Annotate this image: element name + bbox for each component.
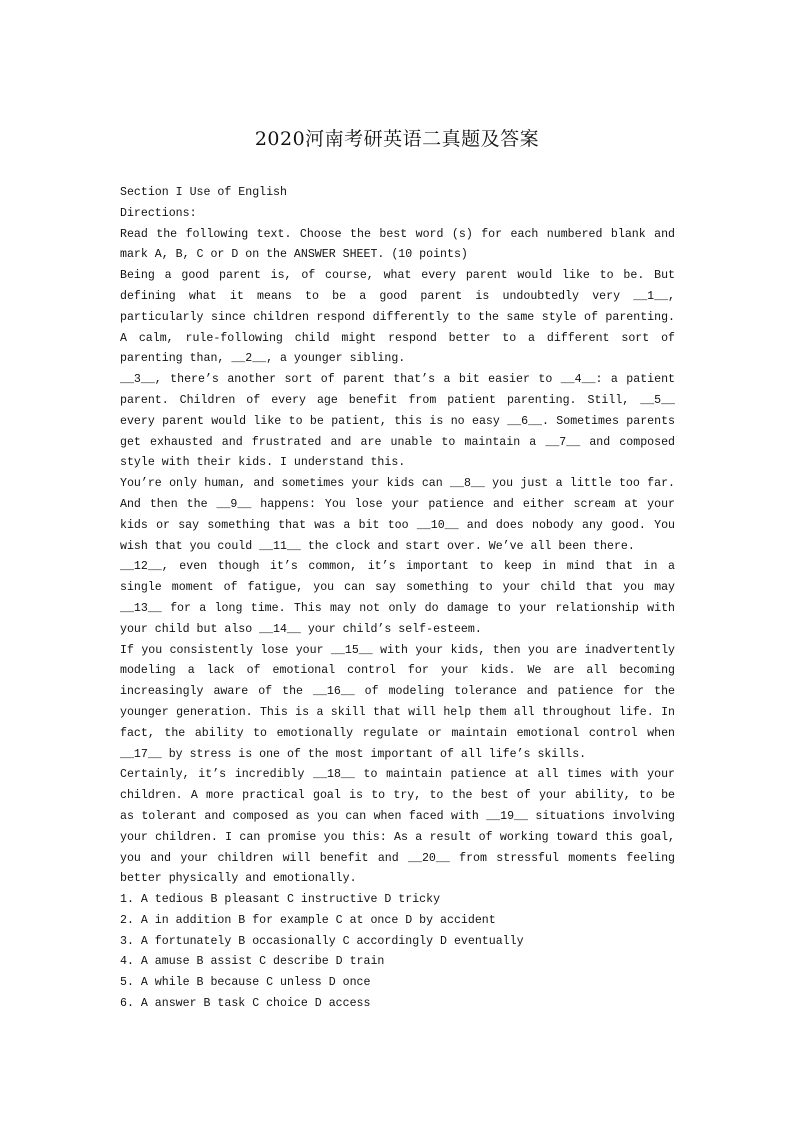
passage-paragraph: __12__, even though it’s common, it’s important to keep in mind that in a single moment of fatigue, you can say something to your child that you may __13__ for a long time. This may not only do damage to your relationship with your child but also __14__ your child’s self-esteem. [120, 560, 675, 636]
question-option-line: 4. A amuse B assist C describe D train [120, 955, 385, 969]
question-option-line: 1. A tedious B pleasant C instructive D tricky [120, 893, 441, 907]
question-option-line: 6. A answer B task C choice D access [120, 997, 371, 1011]
document-body [120, 183, 675, 1015]
passage-paragraph: You’re only human, and sometimes your kids can __8__ you just a little too far. And then the __9__ happens: You lose your patience and either scream at your kids or say something that was a bit too __10__ and does nobody any good. You wish that you could __11__ the clock and start over. We’ve all been there. [120, 477, 675, 553]
passage-paragraph: __3__, there’s another sort of parent that’s a bit easier to __4__: a patient parent. Children of every age benefit from patient parenting. Still, __5__ every parent would like to be patient, this is no easy __6__. Sometimes parents get exhausted and frustrated and are unable to maintain a __7__ and composed style with their kids. I understand this. [120, 373, 675, 470]
page-title: 2020河南考研英语二真题及答案 [254, 128, 540, 150]
directions-label: Directions: [120, 206, 197, 220]
question-option-line: 5. A while B because C unless D once [120, 976, 371, 990]
question-option-line: 3. A fortunately B occasionally C accordingly D eventually [120, 934, 524, 948]
passage-paragraph: If you consistently lose your __15__ with your kids, then you are inadvertently modeling a lack of emotional control for your kids. We are all becoming increasingly aware of the __16__ of modeling tolerance and patience for the younger generation. This is a skill that will help them all throughout life. In fact, the ability to emotionally regulate or maintain emotional control when __17__ by stress is one of the most important of all life’s skills. [120, 643, 675, 761]
section-heading: Section I Use of English [120, 186, 287, 199]
passage-paragraph: Certainly, it’s incredibly __18__ to maintain patience at all times with your children. A more practical goal is to try, to the best of your ability, to be as tolerant and composed as you can when faced with __19__ situations involving your children. I can promise you this: As a result of working toward this goal, you and your children will benefit and __20__ from stressful moments feeling better physically and emotionally. [120, 768, 675, 886]
question-option-line: 2. A in addition B for example C at once D by accident [120, 913, 496, 927]
directions-text: Read the following text. Choose the best word (s) for each numbered blank and mark A, B, C or D on the ANSWER SHEET. (10 points) [120, 227, 675, 262]
passage-paragraph: Being a good parent is, of course, what every parent would like to be. But defining what it means to be a good parent is undoubtedly very __1__, particularly since children respond differently to the same style of parenting. A calm, rule-following child might respond better to a different sort of parenting than, __2__, a younger sibling. [120, 269, 675, 366]
